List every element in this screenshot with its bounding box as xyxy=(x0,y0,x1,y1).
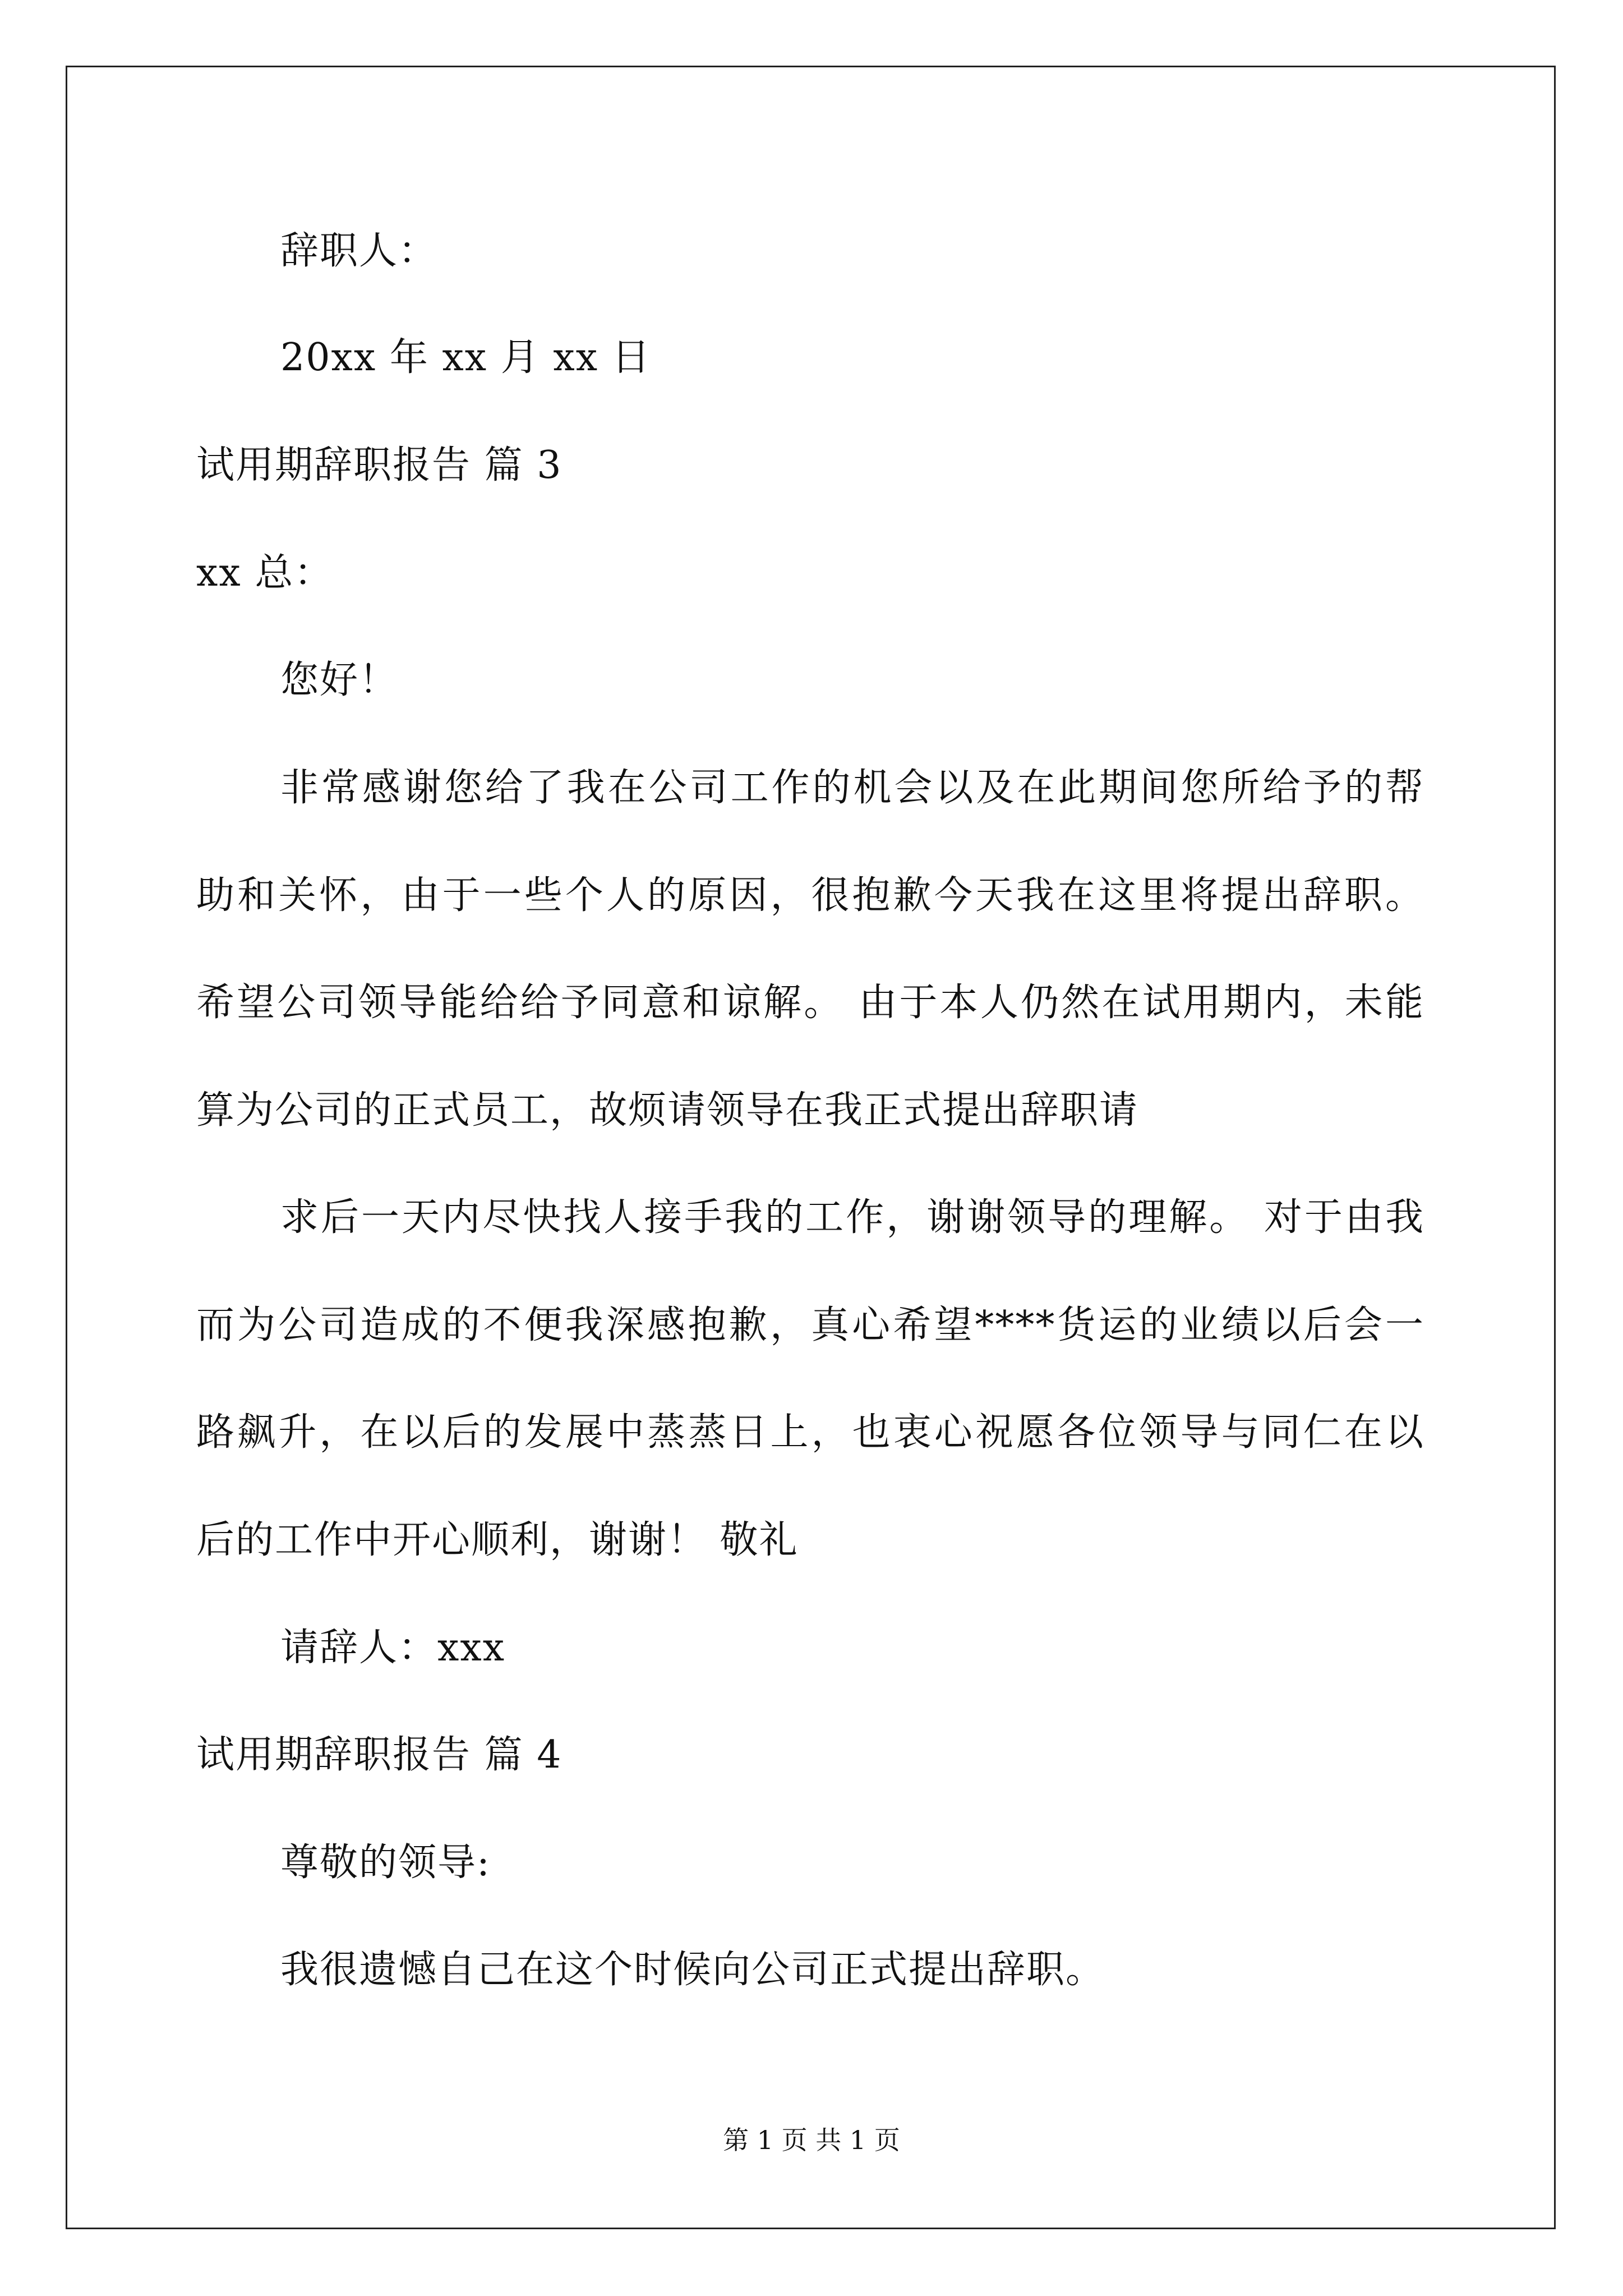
paragraph-line: 后的工作中开心顺利，谢谢！ 敬礼 xyxy=(196,1518,799,1562)
paragraph-line: 助和关怀，由于一些个人的原因，很抱歉今天我在这里将提出辞职。 xyxy=(196,873,1424,918)
date-line: 20xx 年 xx 月 xx 日 xyxy=(280,335,651,380)
salutation-line: xx 总： xyxy=(196,551,334,595)
resigner-line: 辞职人： xyxy=(280,229,438,273)
paragraph-line: 而为公司造成的不便我深感抱歉，真心希望****货运的业绩以后会一 xyxy=(196,1303,1424,1347)
paragraph-line: 算为公司的正式员工，故烦请领导在我正式提出辞职请 xyxy=(196,1088,1139,1133)
paragraph-line: 非常感谢您给了我在公司工作的机会以及在此期间您所给予的帮 xyxy=(280,766,1424,810)
section-heading-4: 试用期辞职报告 篇 4 xyxy=(196,1733,562,1777)
paragraph-line: 我很遗憾自己在这个时候向公司正式提出辞职。 xyxy=(280,1948,1105,1992)
page-border xyxy=(66,66,1556,2229)
paragraph-line: 求后一天内尽快找人接手我的工作，谢谢领导的理解。 对于由我 xyxy=(280,1195,1424,1240)
paragraph-line: 希望公司领导能给给予同意和谅解。 由于本人仍然在试用期内，未能 xyxy=(196,981,1424,1025)
page-footer: 第 1 页 共 1 页 xyxy=(723,2125,900,2155)
salutation-line: 尊敬的领导: xyxy=(280,1841,491,1885)
paragraph-line: 路飙升，在以后的发展中蒸蒸日上，也衷心祝愿各位领导与同仁在以 xyxy=(196,1410,1424,1455)
signature-line: 请辞人：xxx xyxy=(280,1626,506,1670)
greeting-line: 您好！ xyxy=(280,658,399,702)
section-heading-3: 试用期辞职报告 篇 3 xyxy=(196,443,562,487)
